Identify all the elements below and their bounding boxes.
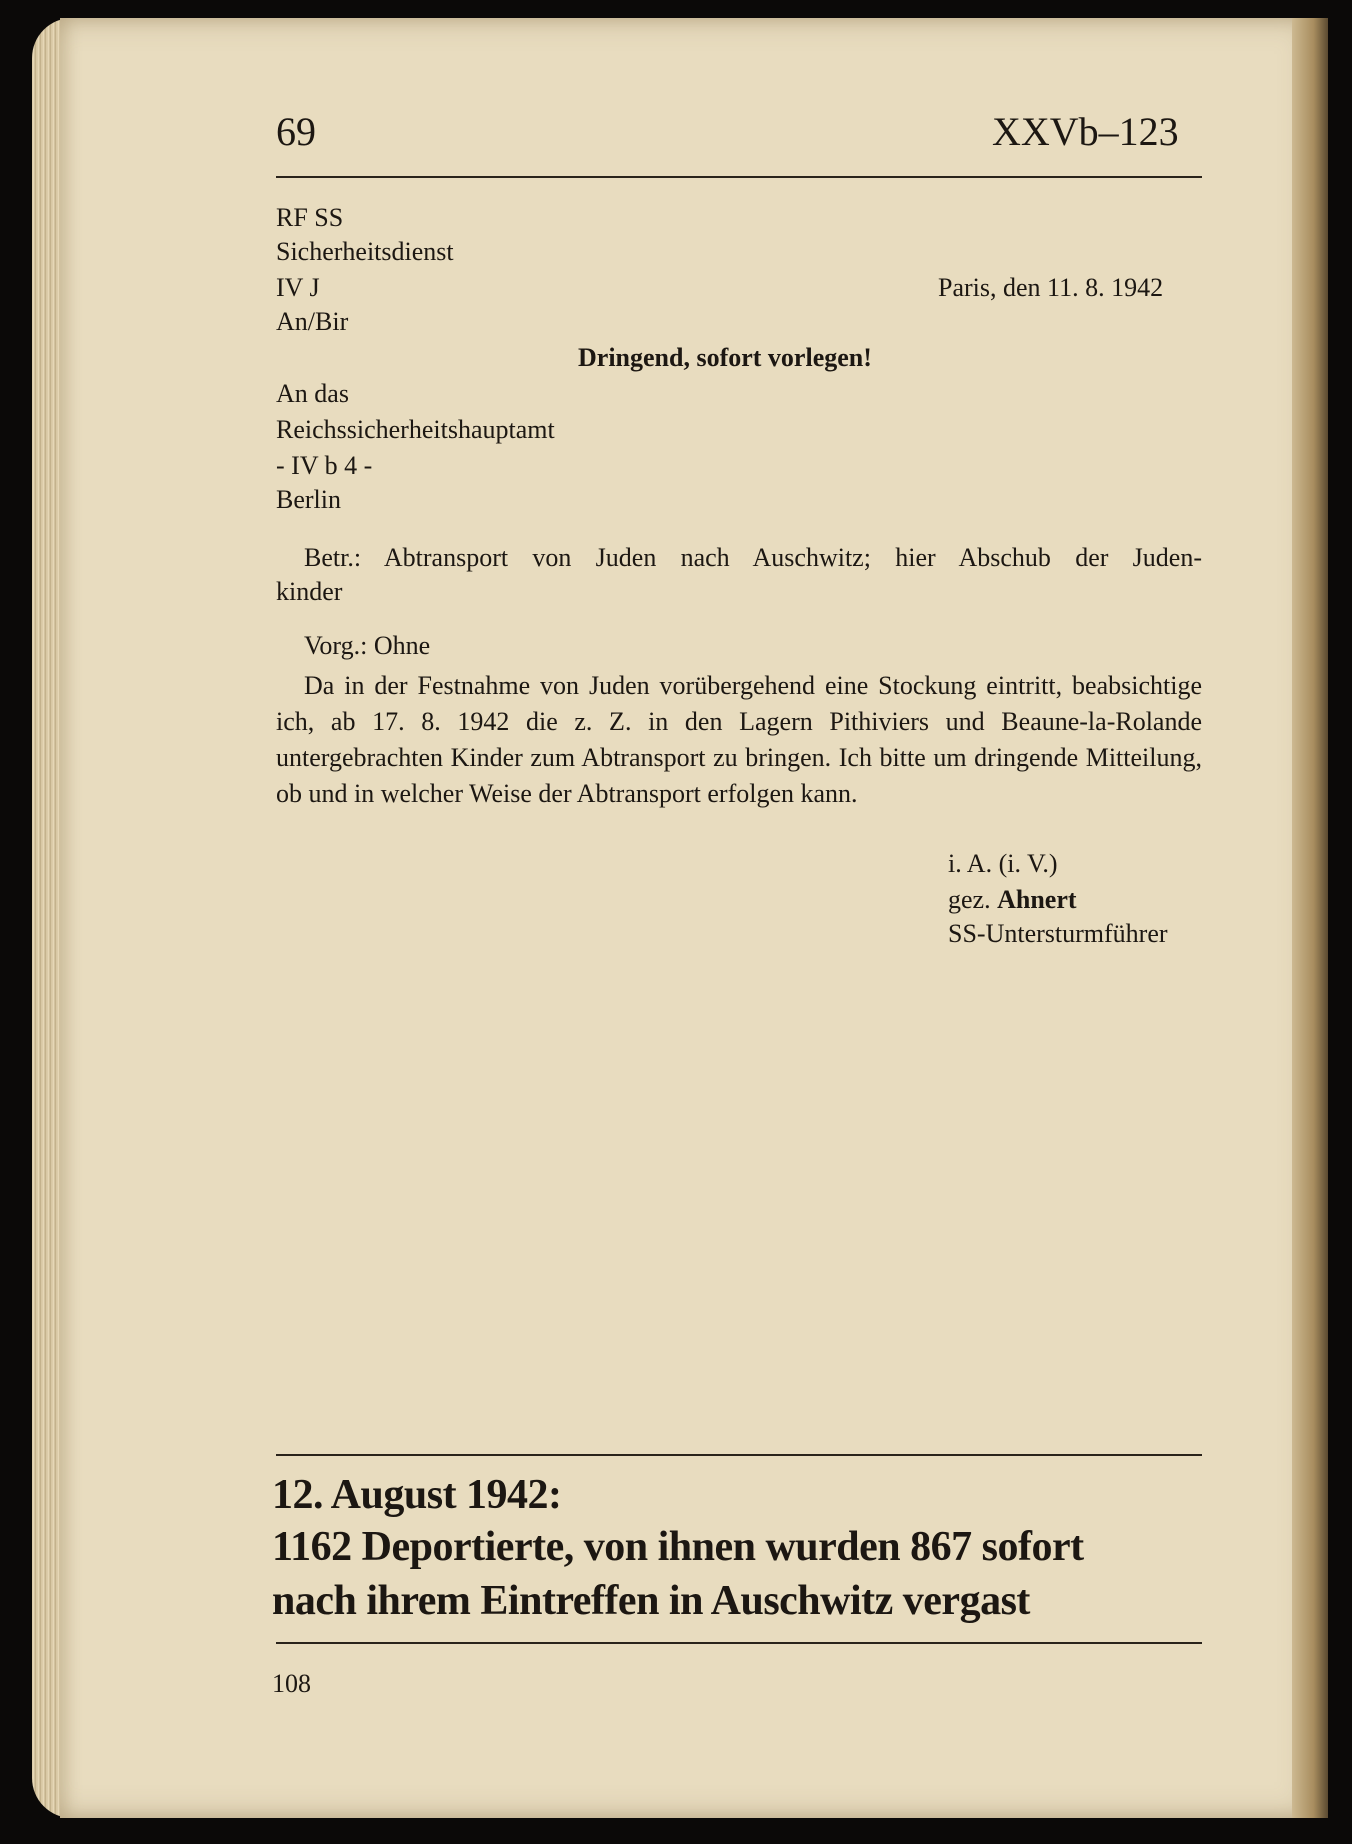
sender-line-1: RF SS [276,203,344,232]
recipient-line-4: Berlin [276,485,341,514]
subject-line-2: kinder [276,577,343,606]
sender-line-2: Sicherheitsdienst [276,237,454,266]
recipient-line-2: Reichssicherheitshauptamt [276,415,555,444]
recipient-line-3: - IV b 4 - [276,451,373,480]
document-number: 69 [276,109,316,154]
archive-reference: XXVb–123 [992,109,1179,154]
section-line-3: nach ihrem Eintreffen in Auschwitz vergast [272,1578,1030,1624]
sender-line-3: IV J [276,273,320,302]
reference-line: Vorg.: Ohne [304,631,431,660]
page-number: 108 [272,1669,311,1698]
book-spine [1292,18,1328,1818]
subject-line-1: Betr.: Abtransport von Juden nach Auschwitz; hier Abschub der Juden- [304,543,1202,572]
urgent-note: Dringend, sofort vorlegen! [578,343,872,372]
letter-body: Da in der Festnahme von Juden vorübergehend eine Stockung eintritt, beabsichtige ich, ab 17. 8. 1942 die z. Z. in den Lagern Pithiviers und Beaune-la-Rolande untergebrachten Kinder zum Abtransport zu bringen. Ich bitte um dringende Mitteilung, ob und in welcher Weise der Abtransport erfolgen kann. [276,671,1202,808]
section-rule-bottom [276,1642,1202,1644]
place-date: Paris, den 11. 8. 1942 [938,273,1164,302]
sender-line-4: An/Bir [276,307,349,336]
signature-gez: gez. [948,885,991,914]
recipient-line-1: An das [276,379,349,408]
section-line-2: 1162 Deportierte, von ihnen wurden 867 sofort [272,1524,1084,1570]
section-date: 12. August 1942: [272,1472,562,1518]
header-rule [276,176,1202,178]
signature-name: Ahnert [997,885,1077,914]
section-rule-top [276,1454,1202,1456]
signature-line-1: i. A. (i. V.) [948,849,1058,878]
signature-line-2 [948,882,1077,918]
signature-rank: SS-Untersturmführer [948,919,1168,948]
